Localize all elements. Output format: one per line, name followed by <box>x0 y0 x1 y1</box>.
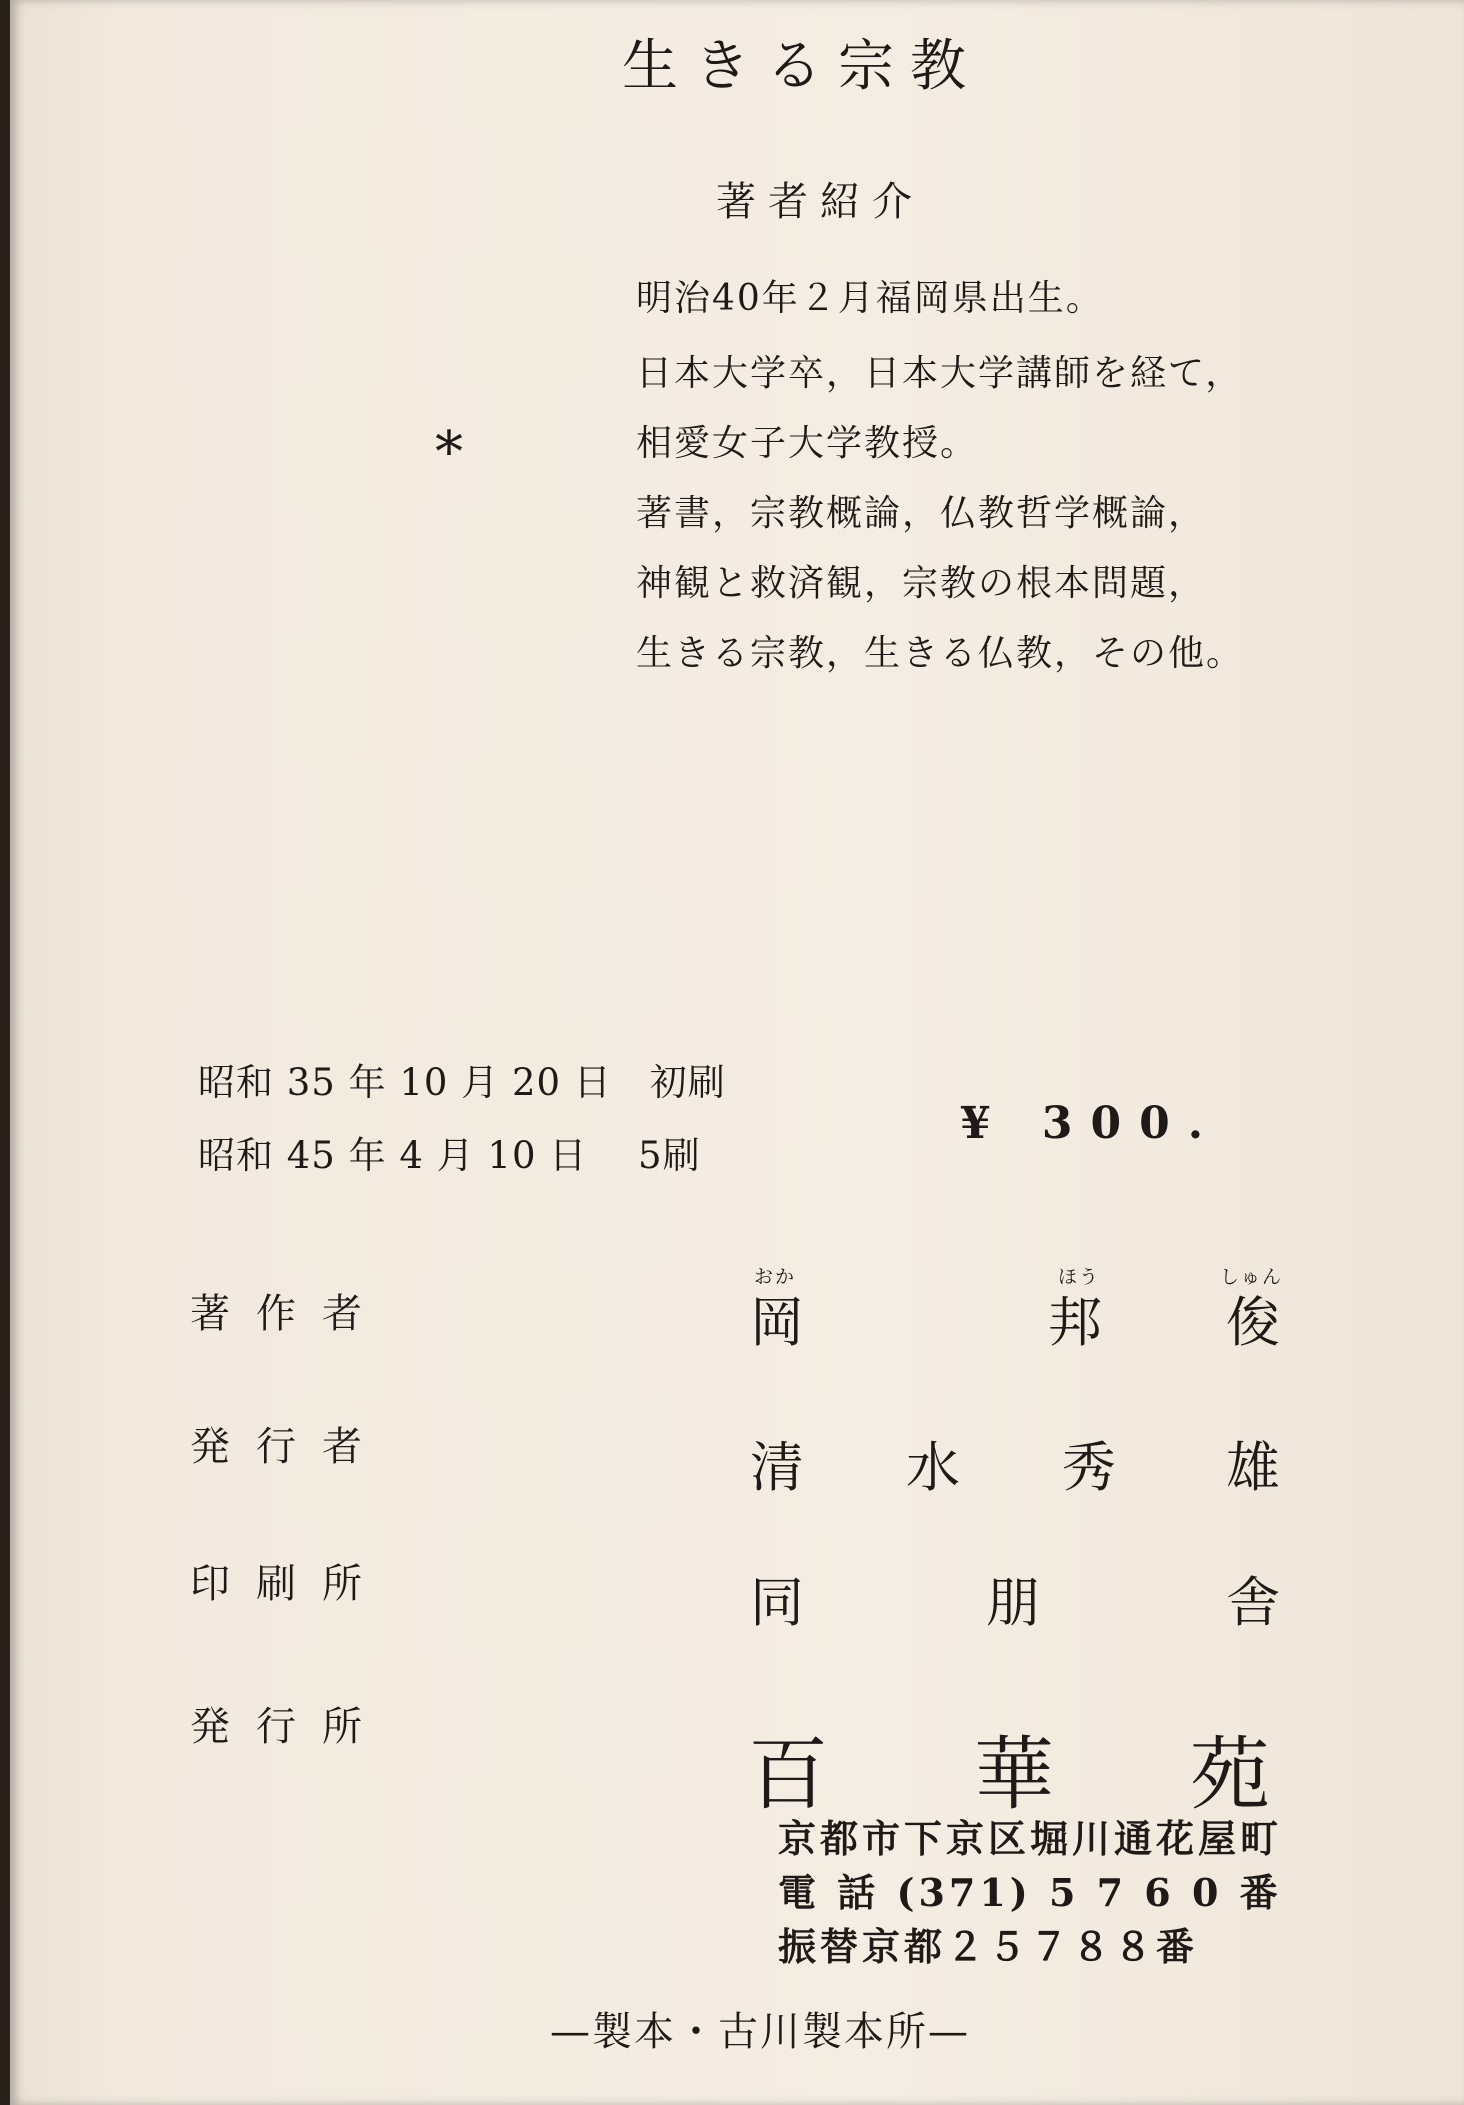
address-street: 京都市下京区堀川通花屋町 <box>778 1816 1283 1861</box>
author-bio-heading: 著者紹介 <box>716 179 924 225</box>
printer-name-char: 舎 <box>1226 1571 1280 1634</box>
publishing-house-char: 華 <box>974 1728 1054 1821</box>
author-ruby: しゅん <box>1220 1266 1284 1288</box>
address-transfer: 振替京都２５７８８番 <box>778 1924 1199 1969</box>
author-name-char: 岡 <box>750 1291 804 1354</box>
book-title: 生きる宗教 <box>622 34 982 99</box>
printer-name-char: 朋 <box>986 1571 1040 1634</box>
publisher-name-char: 清 <box>750 1436 804 1499</box>
publishing-house-char: 百 <box>748 1728 828 1821</box>
fifth-printing-date: 昭和 45 年 4 月 10 日 5刷 <box>198 1134 701 1177</box>
author-name-char: 俊 <box>1226 1291 1280 1354</box>
publisher-role-label: 発行者 <box>190 1424 388 1470</box>
publisher-name-char: 水 <box>906 1436 960 1499</box>
author-role-label: 著作者 <box>190 1291 388 1337</box>
colophon-page <box>10 0 1464 2105</box>
bio-line: 日本大学卒，日本大学講師を経て， <box>636 353 1244 394</box>
bio-line: 神観と救済観，宗教の根本問題， <box>636 563 1207 604</box>
publishing-house-char: 苑 <box>1190 1728 1270 1821</box>
first-printing-date: 昭和 35 年 10 月 20 日 初刷 <box>198 1061 726 1104</box>
house-role-label: 発行所 <box>190 1704 388 1750</box>
bio-line: 生きる宗教，生きる仏教，その他。 <box>636 633 1245 674</box>
author-name-char: 邦 <box>1048 1291 1102 1354</box>
publisher-name-char: 雄 <box>1226 1436 1280 1499</box>
address-phone: 電 話 (371) 5 7 6 0 番 <box>778 1870 1282 1915</box>
asterisk-mark: * <box>435 420 463 485</box>
author-ruby: おか <box>754 1266 797 1288</box>
bio-line: 著書，宗教概論，仏教哲学概論， <box>636 493 1207 534</box>
bio-line: 明治40年２月福岡県出生。 <box>636 278 1104 319</box>
publisher-name-char: 秀 <box>1062 1436 1116 1499</box>
binder-credit: —製本・古川製本所— <box>550 2009 970 2055</box>
printer-role-label: 印刷所 <box>190 1561 388 1607</box>
price: ¥ 300. <box>960 1098 1222 1149</box>
bio-line: 相愛女子大学教授。 <box>636 423 979 464</box>
author-ruby: ほう <box>1058 1266 1101 1288</box>
printer-name-char: 同 <box>750 1571 804 1634</box>
